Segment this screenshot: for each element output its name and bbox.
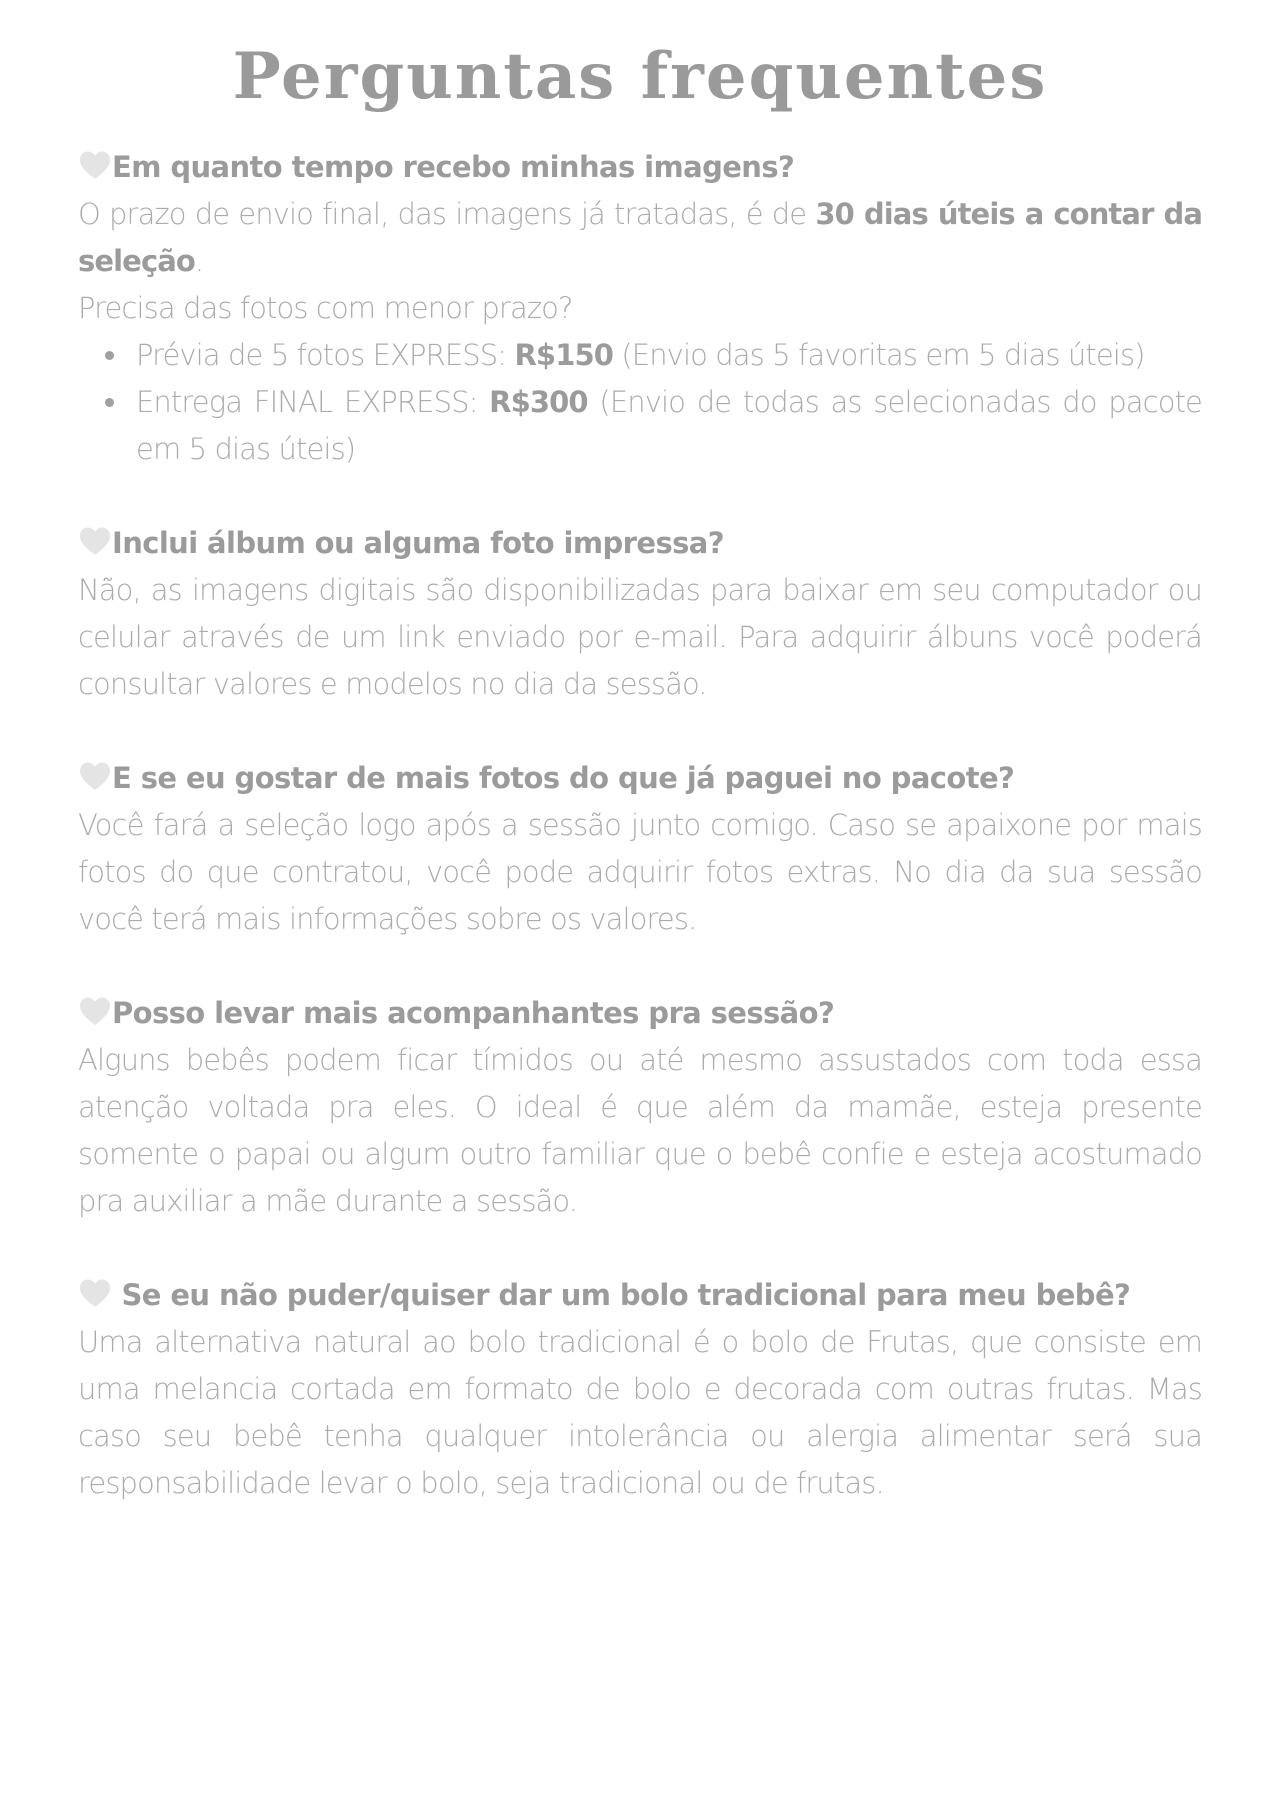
faq-answer: Não, as imagens digitais são disponibilizadas para baixar em seu computador ou celular através de um link enviado por e-mail. Para adquirir álbuns você poderá consultar valores e modelos no dia da sessão. <box>78 572 1202 701</box>
bullet-icon <box>105 351 114 360</box>
heart-icon <box>78 1278 112 1308</box>
bullet-icon <box>105 398 114 407</box>
faq-item-delivery-time <box>78 144 1202 473</box>
faq-question: Se eu não puder/quiser dar um bolo tradicional para meu bebê? <box>78 1272 1202 1319</box>
heart-icon <box>78 150 112 180</box>
express-options-list <box>78 332 1202 473</box>
list-item: Prévia de 5 fotos EXPRESS: R$150 (Envio das 5 favoritas em 5 dias úteis) <box>136 332 1202 379</box>
faq-question: Em quanto tempo recebo minhas imagens? <box>78 144 1202 191</box>
faq-answer: Você fará a seleção logo após a sessão junto comigo. Caso se apaixone por mais fotos do que contratou, você pode adquirir fotos extras. No dia da sua sessão você terá mais informações sobre os valores. <box>78 807 1202 936</box>
faq-answer: Uma alternativa natural ao bolo tradicional é o bolo de Frutas, que consiste em uma melancia cortada em formato de bolo e decorada com outras frutas. Mas caso seu bebê tenha qualquer intolerância ou alergia alimentar será sua responsabilidade levar o bolo, seja tradicional ou de frutas. <box>78 1324 1202 1500</box>
heart-icon <box>78 761 112 791</box>
faq-question: Posso levar mais acompanhantes pra sessão? <box>78 990 1202 1037</box>
price: R$150 <box>514 337 614 372</box>
heart-icon <box>78 526 112 556</box>
faq-answer: O prazo de envio final, das imagens já tratadas, é de 30 dias úteis a contar da seleção. <box>78 196 1202 278</box>
price: R$300 <box>489 384 588 419</box>
faq-subline: Precisa das fotos com menor prazo? <box>78 290 573 325</box>
highlight-text: 30 dias úteis a contar da seleção <box>78 196 1202 278</box>
faq-item-companions <box>78 990 1202 1225</box>
faq-item-album <box>78 520 1202 708</box>
faq-question: Inclui álbum ou alguma foto impressa? <box>78 520 1202 567</box>
page-title: Perguntas frequentes <box>232 39 1048 114</box>
faq-item-cake <box>78 1272 1202 1507</box>
faq-item-extra-photos <box>78 755 1202 943</box>
faq-answer: Alguns bebês podem ficar tímidos ou até mesmo assustados com toda essa atenção voltada pra eles. O ideal é que além da mamãe, esteja presente somente o papai ou algum outro familiar que o bebê confie e esteja acostumado pra auxiliar a mãe durante a sessão. <box>78 1042 1202 1218</box>
list-item: Entrega FINAL EXPRESS: R$300 (Envio de todas as selecionadas do pacote em 5 dias úteis) <box>136 379 1202 473</box>
faq-question: E se eu gostar de mais fotos do que já paguei no pacote? <box>78 755 1202 802</box>
heart-icon <box>78 996 112 1026</box>
